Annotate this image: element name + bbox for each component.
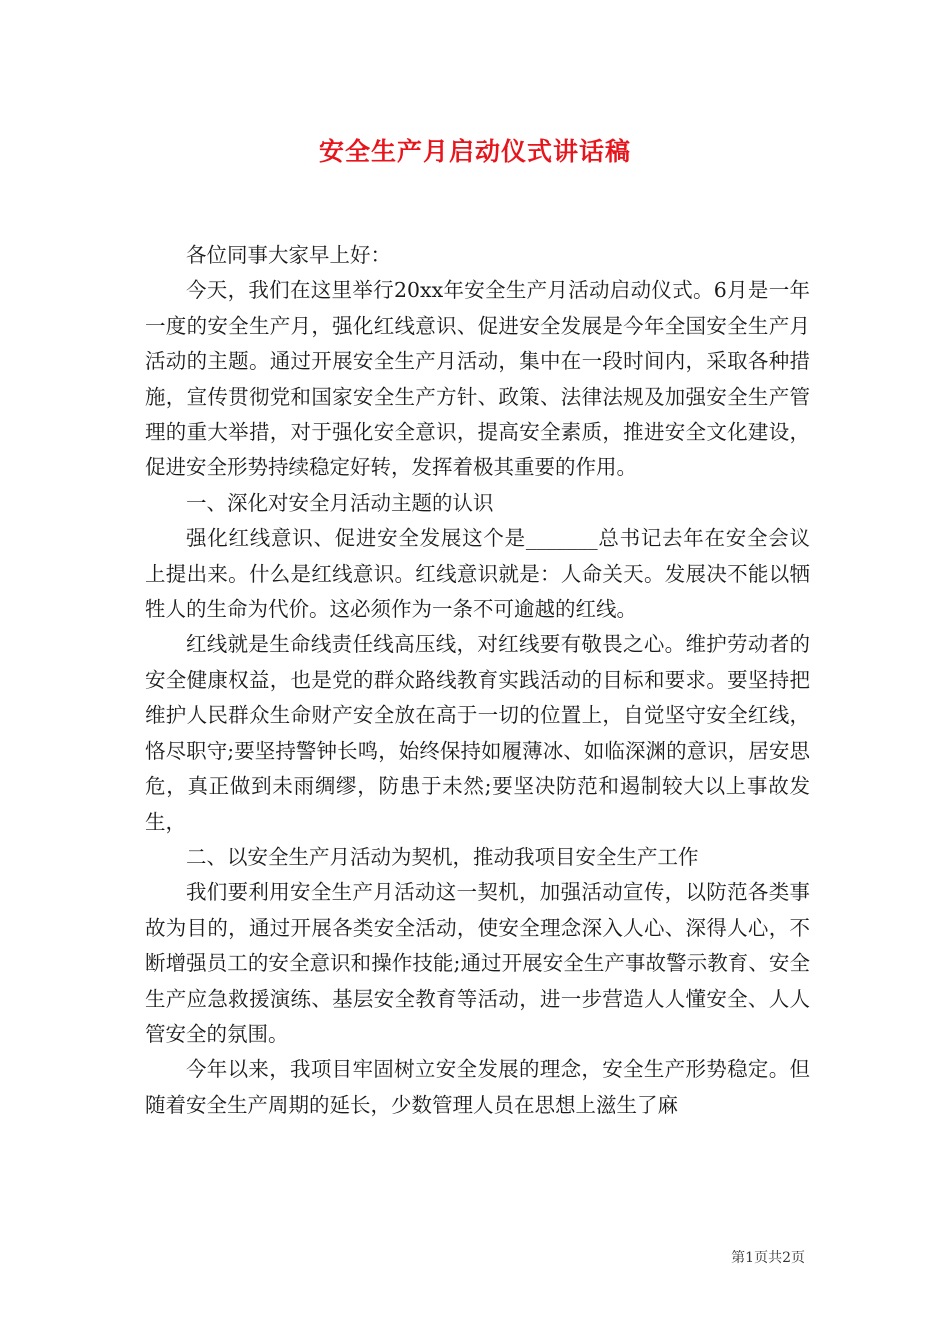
body-paragraph: 今年以来，我项目牢固树立安全发展的理念，安全生产形势稳定。但随着安全生产周期的延长，少数管理人员在思想上滋生了麻	[145, 1057, 810, 1117]
body-paragraph: 强化红线意识、促进安全发展这个是_______总书记去年在安全会议上提出来。什么是红线意识。红线意识就是：人命关天。发展决不能以牺牲人的生命为代价。这必须作为一条不可逾越的红线。	[145, 526, 810, 622]
section-heading-2: 二、以安全生产月活动为契机，推动我项目安全生产工作	[186, 844, 699, 869]
document-body	[145, 238, 810, 1123]
document-title: 安全生产月启动仪式讲话稿	[318, 137, 631, 166]
body-paragraph: 我们要利用安全生产月活动这一契机，加强活动宣传，以防范各类事故为目的，通过开展各类安全活动，使安全理念深入人心、深得人心，不断增强员工的安全意识和操作技能;通过开展安全生产事故警示教育、安全生产应急救援演练、基层安全教育等活动，进一步营造人人懂安全、人人管安全的氛围。	[145, 880, 810, 1046]
body-paragraph: 红线就是生命线责任线高压线，对红线要有敬畏之心。维护劳动者的安全健康权益，也是党的群众路线教育实践活动的目标和要求。要坚持把维护人民群众生命财产安全放在高于一切的位置上，自觉坚守安全红线，恪尽职守;要坚持警钟长鸣，始终保持如履薄冰、如临深渊的意识，居安思危，真正做到未雨绸缪，防患于未然;要坚决防范和遏制较大以上事故发生，	[145, 632, 810, 834]
page-number: 第1页共2页	[731, 1250, 805, 1266]
body-paragraph: 今天，我们在这里举行20xx年安全生产月活动启动仪式。6月是一年一度的安全生产月，强化红线意识、促进安全发展是今年全国安全生产月活动的主题。通过开展安全生产月活动，集中在一段时间内，采取各种措施，宣传贯彻党和国家安全生产方针、政策、法律法规及加强安全生产管理的重大举措，对于强化安全意识，提高安全素质，推进安全文化建设，促进安全形势持续稳定好转，发挥着极其重要的作用。	[145, 278, 810, 480]
section-heading-1: 一、深化对安全月活动主题的认识	[186, 490, 494, 515]
greeting-paragraph: 各位同事大家早上好：	[186, 243, 391, 267]
